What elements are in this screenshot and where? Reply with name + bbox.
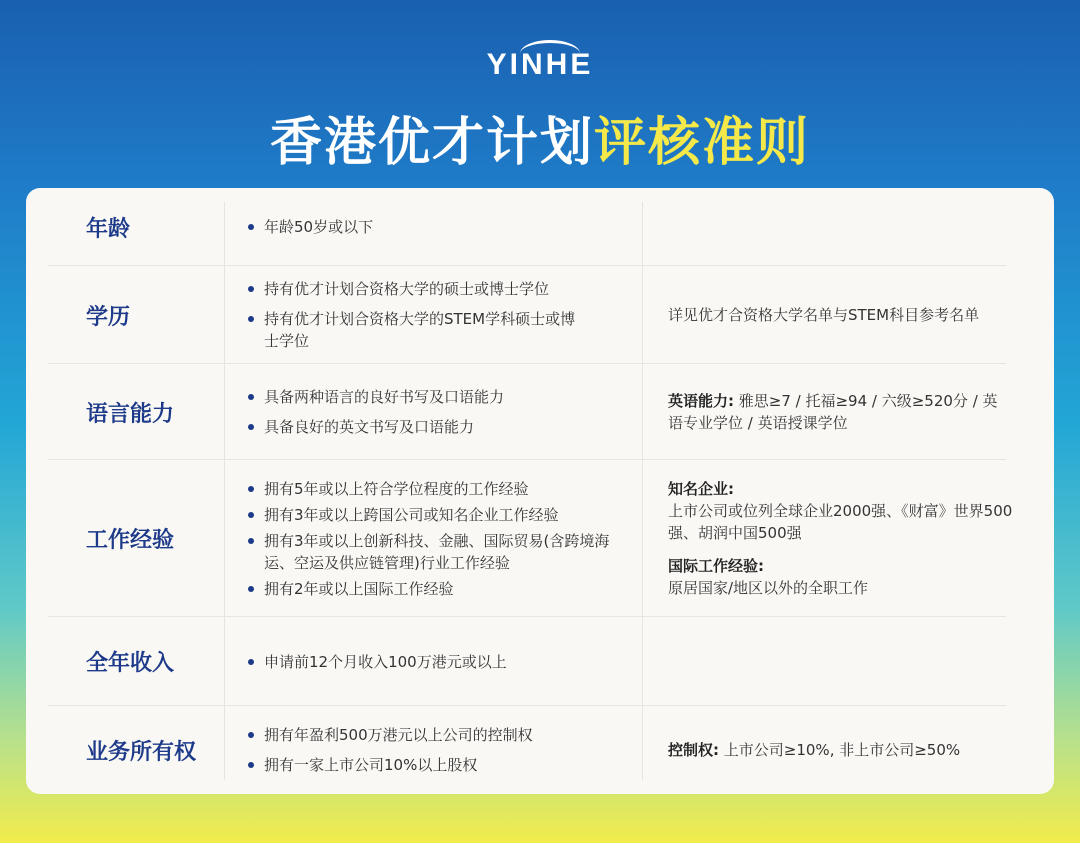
requirement-item: 持有优才计划合资格大学的硕士或博士学位 — [248, 278, 648, 300]
note-text: 上市公司≥10%, 非上市公司≥50% — [723, 741, 961, 759]
yinhe-logo — [0, 48, 1080, 82]
logo-arc — [520, 40, 580, 67]
requirement-item: 具备两种语言的良好书写及口语能力 — [248, 386, 648, 408]
category-label: 全年收入 — [86, 651, 175, 676]
note-label: 控制权: — [668, 741, 719, 759]
requirements-list — [248, 364, 648, 460]
requirement-item: 拥有2年或以上国际工作经验 — [248, 578, 628, 600]
note-block — [668, 555, 1038, 599]
requirement-item: 拥有5年或以上符合学位程度的工作经验 — [248, 478, 628, 500]
note-text: 原居国家/地区以外的全职工作 — [668, 579, 869, 597]
note-panel — [668, 460, 1038, 617]
requirement-item: 年龄50岁或以下 — [248, 216, 648, 238]
requirement-item: 持有优才计划合资格大学的STEM学科硕士或博士学位 — [248, 308, 584, 352]
table-row-age — [26, 188, 1054, 266]
table-row-work-experience — [26, 460, 1054, 617]
requirements-list — [248, 266, 648, 364]
table-row-business-ownership — [26, 706, 1054, 794]
criteria-card — [26, 188, 1054, 794]
category-label: 业务所有权 — [86, 739, 197, 765]
page-title — [0, 100, 1080, 175]
category-label: 工作经验 — [86, 528, 175, 553]
note-text: 上市公司或位列全球企业2000强、《财富》世界500强、胡润中国500强 — [668, 502, 1013, 542]
table-row-education — [26, 266, 1054, 364]
requirements-list — [248, 706, 648, 794]
category-label: 语言能力 — [86, 401, 175, 427]
note-panel — [668, 266, 1038, 364]
requirement-item: 拥有3年或以上跨国公司或知名企业工作经验 — [248, 504, 628, 526]
category-label: 年龄 — [86, 216, 131, 242]
note-label: 知名企业: — [668, 480, 734, 498]
requirement-item: 拥有年盈利500万港元以上公司的控制权 — [248, 724, 648, 746]
logo-text: YINHE — [486, 48, 594, 81]
requirements-list — [248, 460, 628, 617]
note-text: 详见优才合资格大学名单与STEM科目参考名单 — [668, 306, 980, 324]
note-label: 国际工作经验: — [668, 557, 764, 575]
requirement-item: 申请前12个月收入100万港元或以上 — [248, 651, 648, 673]
note-panel — [668, 364, 1038, 460]
note-block — [668, 478, 1038, 544]
note-label: 英语能力: — [668, 392, 734, 410]
requirements-list — [248, 188, 648, 266]
note-panel — [668, 706, 1038, 794]
requirement-item: 拥有3年或以上创新科技、金融、国际贸易(含跨境海运、空运及供应链管理)行业工作经验 — [248, 530, 628, 574]
requirements-list — [248, 617, 648, 706]
note-block — [668, 390, 1008, 434]
requirement-item: 拥有一家上市公司10%以上股权 — [248, 754, 648, 776]
title-highlight: 评核准则 — [594, 113, 811, 173]
note-block — [668, 739, 1038, 761]
table-row-language — [26, 364, 1054, 460]
table-row-income — [26, 617, 1054, 706]
requirement-item: 具备良好的英文书写及口语能力 — [248, 416, 648, 438]
category-label: 学历 — [86, 304, 131, 330]
note-text: 雅思≥7 / 托福≥94 / 六级≥520分 / 英语专业学位 / 英语授课学位 — [668, 392, 998, 432]
title-main: 香港优才计划 — [269, 113, 594, 173]
